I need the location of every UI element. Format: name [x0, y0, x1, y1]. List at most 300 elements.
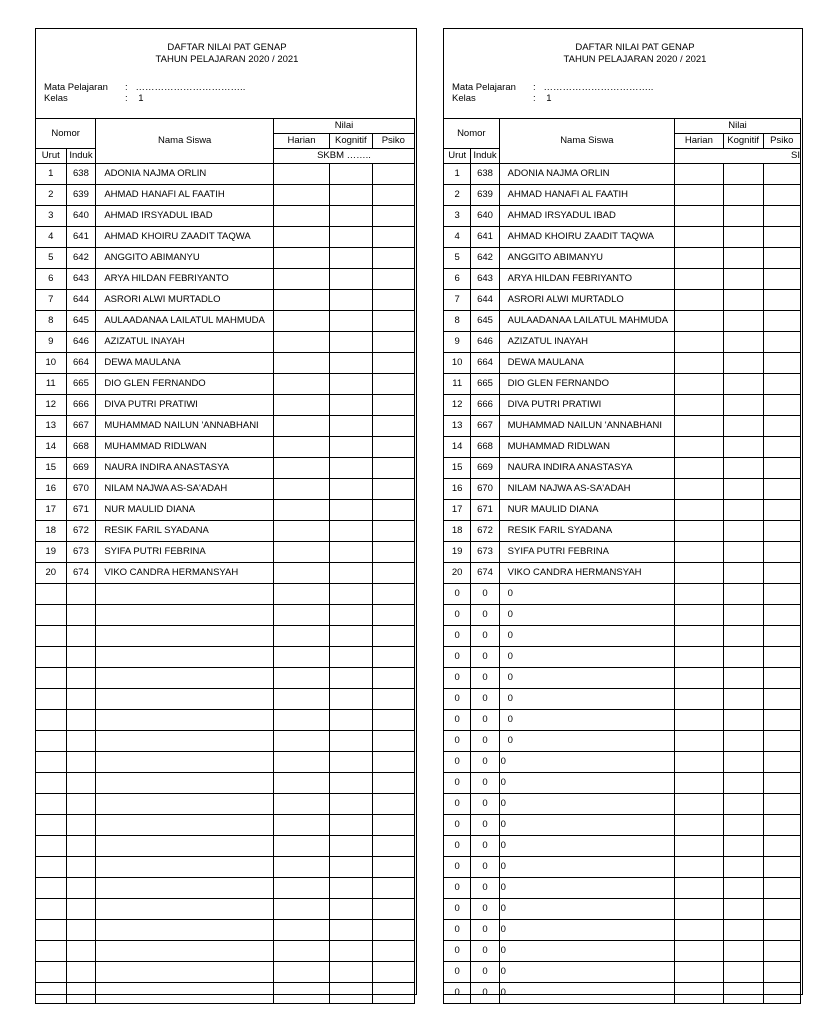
cell-urut — [36, 983, 67, 1004]
cell-nama-siswa — [96, 941, 274, 962]
cell-urut: 0 — [444, 689, 471, 710]
cell-nilai-psiko — [763, 836, 800, 857]
cell-nilai-harian — [675, 227, 724, 248]
cell-induk — [66, 920, 96, 941]
table-row — [444, 437, 801, 458]
cell-nama-siswa — [96, 962, 274, 983]
cell-nilai-kognitif — [330, 857, 373, 878]
cell-nama-siswa: 0 — [499, 731, 674, 752]
table-row — [444, 836, 801, 857]
cell-nilai-psiko — [372, 689, 414, 710]
cell-induk: 0 — [471, 584, 499, 605]
table-row — [444, 647, 801, 668]
cell-induk — [66, 983, 96, 1004]
cell-nilai-kognitif — [330, 605, 373, 626]
cell-urut: 11 — [444, 374, 471, 395]
cell-induk: 664 — [471, 353, 499, 374]
cell-nama-siswa: NAURA INDIRA ANASTASYA — [499, 458, 674, 479]
cell-nama-siswa: VIKO CANDRA HERMANSYAH — [499, 563, 674, 584]
cell-nilai-harian — [274, 794, 330, 815]
cell-urut: 4 — [36, 227, 67, 248]
cell-urut: 10 — [36, 353, 67, 374]
cell-nama-siswa: MUHAMMAD RIDLWAN — [499, 437, 674, 458]
cell-urut: 16 — [444, 479, 471, 500]
cell-nilai-harian — [675, 815, 724, 836]
table-row — [36, 878, 415, 899]
table-row — [36, 416, 415, 437]
table-row — [36, 437, 415, 458]
cell-nilai-kognitif — [330, 332, 373, 353]
cell-nilai-harian — [274, 269, 330, 290]
cell-nilai-psiko — [372, 962, 414, 983]
cell-nama-siswa: ADONIA NAJMA ORLIN — [499, 164, 674, 185]
cell-urut — [36, 878, 67, 899]
cell-nilai-psiko — [763, 626, 800, 647]
cell-nilai-harian — [675, 647, 724, 668]
cell-urut — [36, 857, 67, 878]
grade-table — [35, 118, 415, 1004]
cell-urut — [36, 731, 67, 752]
cell-nilai-harian — [675, 857, 724, 878]
cell-urut: 3 — [444, 206, 471, 227]
cell-induk: 664 — [66, 353, 96, 374]
table-row — [444, 857, 801, 878]
cell-nilai-harian — [675, 962, 724, 983]
cell-nama-siswa — [96, 710, 274, 731]
cell-nilai-psiko — [763, 185, 800, 206]
table-row — [36, 227, 415, 248]
kelas-label: Kelas — [452, 93, 476, 104]
cell-nilai-kognitif — [330, 437, 373, 458]
cell-urut: 0 — [444, 983, 471, 1004]
cell-induk: 0 — [471, 836, 499, 857]
cell-nilai-kognitif — [723, 626, 763, 647]
cell-urut — [36, 794, 67, 815]
cell-nilai-psiko — [372, 815, 414, 836]
cell-urut — [36, 605, 67, 626]
table-row — [444, 962, 801, 983]
cell-nilai-kognitif — [723, 752, 763, 773]
table-row — [36, 206, 415, 227]
cell-nilai-kognitif — [330, 773, 373, 794]
cell-nilai-harian — [274, 353, 330, 374]
cell-urut: 0 — [444, 794, 471, 815]
cell-nama-siswa: ANGGITO ABIMANYU — [499, 248, 674, 269]
cell-induk: 673 — [66, 542, 96, 563]
table-row — [36, 815, 415, 836]
cell-induk — [66, 605, 96, 626]
cell-induk: 643 — [66, 269, 96, 290]
cell-nama-siswa: 0 — [499, 773, 674, 794]
cell-nama-siswa: SYIFA PUTRI FEBRINA — [96, 542, 274, 563]
grade-sheet-right — [443, 28, 803, 998]
cell-induk: 674 — [471, 563, 499, 584]
cell-nilai-harian — [675, 920, 724, 941]
cell-nilai-psiko — [763, 206, 800, 227]
table-row — [36, 374, 415, 395]
table-row — [444, 710, 801, 731]
cell-urut: 20 — [36, 563, 67, 584]
cell-induk: 669 — [471, 458, 499, 479]
cell-urut: 7 — [444, 290, 471, 311]
cell-induk: 0 — [471, 773, 499, 794]
cell-urut — [36, 584, 67, 605]
table-row — [36, 500, 415, 521]
cell-nilai-harian — [274, 626, 330, 647]
cell-urut: 1 — [36, 164, 67, 185]
cell-nilai-kognitif — [330, 668, 373, 689]
table-row — [36, 395, 415, 416]
cell-induk: 638 — [471, 164, 499, 185]
cell-nilai-kognitif — [723, 227, 763, 248]
cell-nilai-psiko — [372, 668, 414, 689]
cell-induk: 0 — [471, 605, 499, 626]
cell-urut: 5 — [444, 248, 471, 269]
cell-urut: 13 — [444, 416, 471, 437]
cell-nilai-harian — [274, 983, 330, 1004]
cell-induk: 665 — [66, 374, 96, 395]
cell-nilai-kognitif — [723, 311, 763, 332]
cell-nilai-psiko — [372, 773, 414, 794]
table-row — [444, 353, 801, 374]
cell-nilai-kognitif — [330, 647, 373, 668]
cell-urut: 0 — [444, 626, 471, 647]
cell-nilai-harian — [675, 605, 724, 626]
cell-nilai-kognitif — [723, 353, 763, 374]
cell-nilai-kognitif — [723, 248, 763, 269]
col-header-kognitif: Kognitif — [723, 134, 763, 149]
cell-urut: 6 — [444, 269, 471, 290]
cell-nama-siswa: MUHAMMAD RIDLWAN — [96, 437, 274, 458]
table-row — [444, 563, 801, 584]
cell-urut: 0 — [444, 752, 471, 773]
cell-urut: 15 — [36, 458, 67, 479]
cell-nilai-kognitif — [723, 563, 763, 584]
cell-urut — [36, 710, 67, 731]
cell-urut: 9 — [36, 332, 67, 353]
cell-induk — [66, 815, 96, 836]
cell-nilai-psiko — [372, 311, 414, 332]
table-row — [36, 458, 415, 479]
cell-urut: 20 — [444, 563, 471, 584]
cell-nilai-harian — [675, 395, 724, 416]
cell-nilai-psiko — [372, 290, 414, 311]
cell-nilai-psiko — [763, 689, 800, 710]
cell-nilai-kognitif — [330, 353, 373, 374]
cell-nilai-psiko — [372, 248, 414, 269]
cell-induk — [66, 668, 96, 689]
cell-nilai-psiko — [763, 311, 800, 332]
table-row — [444, 878, 801, 899]
cell-urut: 12 — [444, 395, 471, 416]
cell-nilai-harian — [274, 605, 330, 626]
kelas-value: : 1 — [533, 93, 552, 104]
cell-urut: 3 — [36, 206, 67, 227]
cell-nilai-harian — [274, 500, 330, 521]
col-header-urut: Urut — [36, 149, 67, 164]
col-header-skbm: SI — [675, 149, 801, 164]
table-row — [444, 815, 801, 836]
cell-urut: 0 — [444, 584, 471, 605]
cell-induk: 641 — [66, 227, 96, 248]
cell-nilai-kognitif — [723, 269, 763, 290]
cell-induk — [66, 647, 96, 668]
cell-urut: 0 — [444, 962, 471, 983]
cell-induk: 672 — [471, 521, 499, 542]
cell-nilai-kognitif — [330, 983, 373, 1004]
cell-nilai-kognitif — [330, 164, 373, 185]
cell-nilai-kognitif — [330, 521, 373, 542]
cell-nilai-harian — [274, 857, 330, 878]
col-header-psiko: Psiko — [372, 134, 414, 149]
cell-nilai-psiko — [372, 416, 414, 437]
cell-induk: 666 — [66, 395, 96, 416]
table-row — [36, 941, 415, 962]
table-row — [444, 206, 801, 227]
cell-nilai-kognitif — [330, 731, 373, 752]
cell-nama-siswa: ARYA HILDAN FEBRIYANTO — [96, 269, 274, 290]
cell-nilai-psiko — [372, 983, 414, 1004]
cell-nilai-psiko — [763, 899, 800, 920]
table-row — [36, 920, 415, 941]
cell-nilai-psiko — [372, 479, 414, 500]
cell-nama-siswa — [96, 836, 274, 857]
cell-nilai-kognitif — [330, 689, 373, 710]
cell-nilai-harian — [675, 899, 724, 920]
cell-nama-siswa — [96, 605, 274, 626]
cell-nilai-psiko — [763, 458, 800, 479]
cell-induk — [66, 731, 96, 752]
col-header-nomor: Nomor — [36, 119, 96, 149]
table-row — [36, 794, 415, 815]
table-row — [36, 290, 415, 311]
cell-nilai-psiko — [372, 605, 414, 626]
cell-urut: 19 — [36, 542, 67, 563]
cell-nama-siswa: ANGGITO ABIMANYU — [96, 248, 274, 269]
table-row — [36, 332, 415, 353]
cell-nilai-psiko — [763, 353, 800, 374]
cell-nama-siswa: DIO GLEN FERNANDO — [96, 374, 274, 395]
table-row — [444, 899, 801, 920]
cell-nilai-psiko — [372, 794, 414, 815]
sheet-subtitle: TAHUN PELAJARAN 2020 / 2021 — [155, 54, 299, 65]
cell-nilai-psiko — [372, 920, 414, 941]
cell-nilai-kognitif — [723, 521, 763, 542]
cell-urut — [36, 962, 67, 983]
cell-nilai-harian — [274, 899, 330, 920]
cell-nama-siswa: 0 — [499, 710, 674, 731]
cell-nilai-psiko — [763, 416, 800, 437]
cell-nilai-kognitif — [723, 185, 763, 206]
cell-nilai-psiko — [763, 227, 800, 248]
cell-nilai-kognitif — [330, 563, 373, 584]
cell-nilai-kognitif — [330, 899, 373, 920]
cell-nama-siswa: RESIK FARIL SYADANA — [96, 521, 274, 542]
cell-urut — [36, 815, 67, 836]
cell-nama-siswa: 0 — [499, 836, 674, 857]
cell-induk: 638 — [66, 164, 96, 185]
cell-nilai-harian — [274, 563, 330, 584]
cell-nilai-kognitif — [723, 983, 763, 1004]
cell-nilai-psiko — [763, 983, 800, 1004]
cell-urut: 0 — [444, 710, 471, 731]
cell-induk: 667 — [66, 416, 96, 437]
cell-urut: 1 — [444, 164, 471, 185]
table-row — [444, 584, 801, 605]
cell-induk — [66, 773, 96, 794]
cell-nilai-harian — [274, 521, 330, 542]
cell-nilai-harian — [675, 626, 724, 647]
cell-nama-siswa — [96, 794, 274, 815]
table-row — [444, 626, 801, 647]
cell-nilai-harian — [675, 668, 724, 689]
cell-nilai-psiko — [372, 185, 414, 206]
cell-nilai-harian — [675, 731, 724, 752]
cell-nilai-harian — [274, 584, 330, 605]
cell-nilai-harian — [675, 710, 724, 731]
cell-nilai-harian — [675, 269, 724, 290]
cell-induk: 665 — [471, 374, 499, 395]
table-row — [444, 248, 801, 269]
table-row — [444, 521, 801, 542]
cell-urut: 0 — [444, 731, 471, 752]
cell-nilai-harian — [675, 836, 724, 857]
cell-nama-siswa: 0 — [499, 815, 674, 836]
cell-nilai-psiko — [763, 395, 800, 416]
table-row — [444, 941, 801, 962]
cell-induk: 667 — [471, 416, 499, 437]
cell-induk: 646 — [471, 332, 499, 353]
cell-nilai-harian — [274, 458, 330, 479]
cell-nilai-psiko — [763, 437, 800, 458]
cell-induk: 645 — [66, 311, 96, 332]
cell-nama-siswa: 0 — [499, 689, 674, 710]
table-row — [36, 563, 415, 584]
cell-nilai-harian — [675, 584, 724, 605]
table-row — [444, 416, 801, 437]
table-row — [444, 752, 801, 773]
table-row — [36, 584, 415, 605]
col-header-nomor: Nomor — [444, 119, 500, 149]
cell-nilai-kognitif — [330, 752, 373, 773]
cell-nilai-kognitif — [330, 584, 373, 605]
cell-nilai-harian — [675, 374, 724, 395]
cell-urut: 2 — [444, 185, 471, 206]
cell-nilai-harian — [675, 185, 724, 206]
table-row — [444, 395, 801, 416]
cell-nilai-psiko — [763, 647, 800, 668]
cell-urut — [36, 689, 67, 710]
cell-nilai-harian — [675, 206, 724, 227]
cell-nilai-psiko — [372, 395, 414, 416]
cell-nilai-psiko — [372, 227, 414, 248]
table-row — [36, 542, 415, 563]
cell-nama-siswa — [96, 584, 274, 605]
cell-nama-siswa: MUHAMMAD NAILUN 'ANNABHANI — [499, 416, 674, 437]
col-header-nama-siswa: Nama Siswa — [96, 119, 274, 164]
table-row — [36, 647, 415, 668]
cell-induk: 0 — [471, 962, 499, 983]
cell-induk — [66, 941, 96, 962]
table-row — [444, 983, 801, 1004]
cell-nama-siswa — [96, 857, 274, 878]
cell-urut: 8 — [36, 311, 67, 332]
cell-nilai-kognitif — [330, 836, 373, 857]
col-header-urut: Urut — [444, 149, 471, 164]
cell-nilai-harian — [274, 962, 330, 983]
cell-nilai-kognitif — [723, 920, 763, 941]
cell-nama-siswa: NILAM NAJWA AS-SA'ADAH — [96, 479, 274, 500]
col-header-induk: Induk — [471, 149, 499, 164]
sheet-title: DAFTAR NILAI PAT GENAP — [167, 42, 287, 53]
table-row — [36, 857, 415, 878]
cell-nilai-harian — [274, 647, 330, 668]
cell-nilai-harian — [274, 374, 330, 395]
cell-nilai-kognitif — [330, 374, 373, 395]
cell-nilai-harian — [274, 416, 330, 437]
cell-induk — [66, 899, 96, 920]
cell-induk — [66, 689, 96, 710]
table-row — [36, 962, 415, 983]
cell-nilai-harian — [274, 815, 330, 836]
cell-nama-siswa: 0 — [499, 584, 674, 605]
cell-nilai-psiko — [372, 206, 414, 227]
cell-nilai-kognitif — [723, 899, 763, 920]
table-row — [36, 668, 415, 689]
table-row — [444, 164, 801, 185]
cell-induk — [66, 584, 96, 605]
cell-nilai-harian — [675, 458, 724, 479]
cell-urut — [36, 773, 67, 794]
cell-induk: 639 — [471, 185, 499, 206]
cell-induk: 644 — [471, 290, 499, 311]
cell-induk: 672 — [66, 521, 96, 542]
table-row — [36, 353, 415, 374]
cell-induk: 674 — [66, 563, 96, 584]
cell-urut — [36, 920, 67, 941]
cell-nilai-harian — [274, 941, 330, 962]
cell-nilai-harian — [274, 311, 330, 332]
cell-nilai-kognitif — [330, 395, 373, 416]
cell-nama-siswa: AHMAD HANAFI AL FAATIH — [96, 185, 274, 206]
cell-nilai-kognitif — [723, 668, 763, 689]
cell-nilai-harian — [274, 731, 330, 752]
cell-nilai-harian — [675, 941, 724, 962]
cell-induk: 0 — [471, 689, 499, 710]
col-header-psiko: Psiko — [763, 134, 800, 149]
cell-induk: 670 — [471, 479, 499, 500]
cell-induk: 668 — [471, 437, 499, 458]
cell-nilai-psiko — [372, 857, 414, 878]
cell-nilai-psiko — [763, 857, 800, 878]
cell-nilai-kognitif — [723, 836, 763, 857]
cell-nama-siswa: 0 — [499, 941, 674, 962]
cell-nilai-kognitif — [723, 290, 763, 311]
cell-urut: 13 — [36, 416, 67, 437]
mata-pelajaran-value: : …………………………….. — [533, 82, 654, 93]
cell-nilai-kognitif — [330, 500, 373, 521]
cell-nama-siswa: 0 — [499, 962, 674, 983]
sheet-header — [444, 29, 826, 119]
cell-nilai-harian — [274, 290, 330, 311]
cell-urut: 0 — [444, 605, 471, 626]
cell-nilai-harian — [675, 332, 724, 353]
cell-urut: 15 — [444, 458, 471, 479]
cell-urut: 6 — [36, 269, 67, 290]
cell-nilai-psiko — [763, 164, 800, 185]
cell-nilai-psiko — [763, 479, 800, 500]
cell-nilai-psiko — [763, 815, 800, 836]
